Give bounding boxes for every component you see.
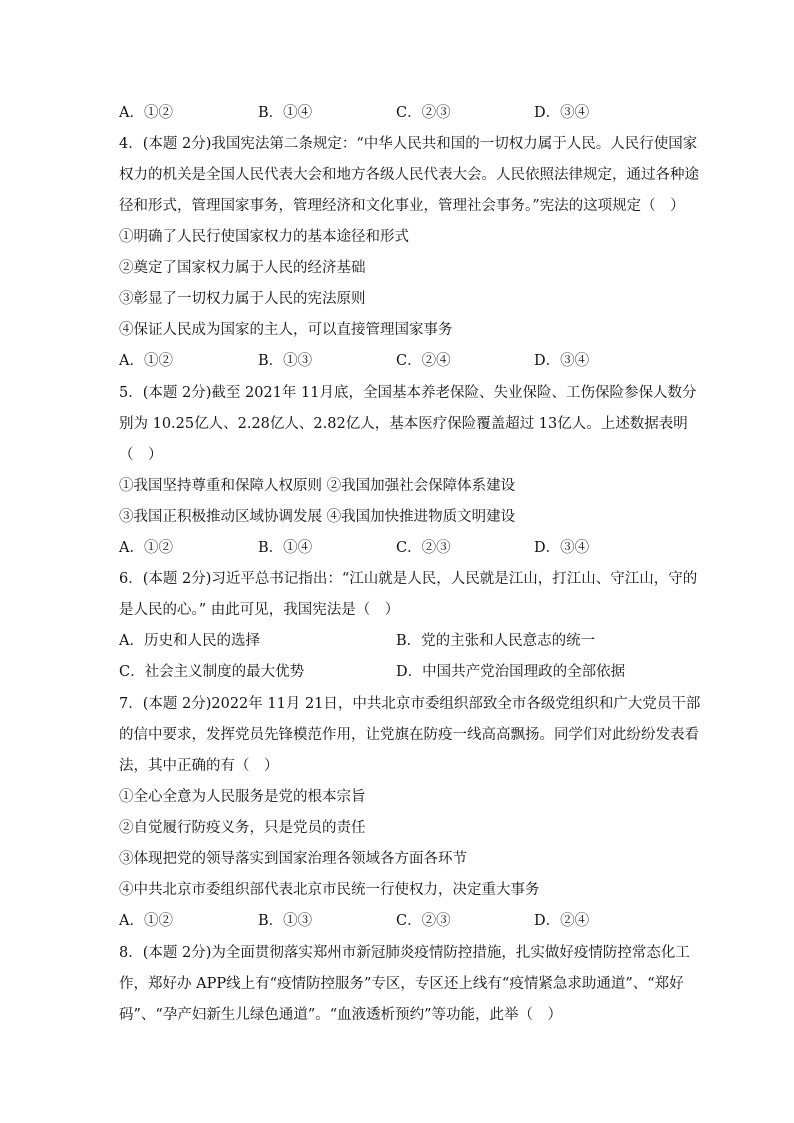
option-b[interactable]: B．①④ (258, 540, 313, 556)
question-5-stem: （ ） (119, 447, 163, 463)
question-6-stem: 6．(本题 2分)习近平总书记指出：“江山就是人民，人民就是江山，打江山、守江山，守的 (119, 571, 698, 587)
option-c[interactable]: C．②③ (396, 105, 451, 121)
option-a[interactable]: A．历史和人民的选择 (119, 633, 260, 649)
option-d[interactable]: D．②④ (534, 913, 590, 929)
q7-options (119, 911, 679, 931)
option-c[interactable]: C．②④ (396, 353, 451, 369)
question-8-stem: 8．(本题 2分)为全面贯彻落实郑州市新冠肺炎疫情防控措施，扎实做好疫情防控常态化工 (119, 945, 690, 961)
option-a[interactable]: A．①② (119, 540, 173, 556)
question-5-stem: 别为 10.25亿人、2.28亿人、2.82亿人，基本医疗保险覆盖超过 13亿人。上述数据表明 (119, 416, 688, 432)
q5-options (119, 538, 679, 558)
question-4-stem: 权力的机关是全国人民代表大会和地方各级人民代表大会。人民依照法律规定，通过各种途 (119, 167, 699, 183)
question-4-statement: ③彰显了一切权力属于人民的宪法原则 (119, 291, 366, 307)
option-b[interactable]: B．①③ (258, 913, 313, 929)
option-d[interactable]: D．③④ (534, 105, 590, 121)
option-d[interactable]: D．③④ (534, 540, 590, 556)
question-4-stem: 4．(本题 2分)我国宪法第二条规定：“中华人民共和国的一切权力属于人民。人民行使国家 (119, 136, 698, 152)
question-8-stem: 码”、“孕产妇新生儿绿色通道”。“血液透析预约”等功能，此举（ ） (119, 1007, 563, 1023)
question-7-stem: 的信中要求，发挥党员先锋模范作用，让党旗在防疫一线高高飘扬。同学们对此纷纷发表看 (119, 727, 699, 743)
q4-options (119, 351, 679, 371)
option-a[interactable]: A．①② (119, 353, 173, 369)
option-a[interactable]: A．①② (119, 105, 173, 121)
option-d[interactable]: D．③④ (534, 353, 590, 369)
question-7-stem: 7．(本题 2分)2022年 11月 21日，中共北京市委组织部致全市各级党组织和广大党员干部 (119, 696, 701, 712)
question-8-stem: 作，郑好办 APP线上有“疫情防控服务”专区，专区还上线有“疫情紧急求助通道”、“郑好 (119, 976, 684, 992)
option-c[interactable]: C．②③ (396, 540, 451, 556)
q3-options (119, 103, 679, 123)
option-c[interactable]: C．②③ (396, 913, 451, 929)
question-7-stem: 法，其中正确的有（ ） (119, 758, 279, 774)
q6-options-row-1 (119, 631, 679, 651)
question-7-statement: ③体现把党的领导落实到国家治理各领域各方面各环节 (119, 851, 467, 867)
question-7-statement: ②自觉履行防疫义务，只是党员的责任 (119, 820, 366, 836)
question-5-statement: ①我国坚持尊重和保障人权原则 ②我国加强社会保障体系建设 (119, 478, 516, 494)
question-5-stem: 5．(本题 2分)截至 2021年 11月底，全国基本养老保险、失业保险、工伤保险参保人数分 (119, 385, 697, 401)
question-4-statement: ④保证人民成为国家的主人，可以直接管理国家事务 (119, 322, 453, 338)
option-c[interactable]: C．社会主义制度的最大优势 (119, 664, 305, 680)
question-6-stem: 是人民的心。” 由此可见，我国宪法是（ ） (119, 602, 400, 618)
option-b[interactable]: B．党的主张和人民意志的统一 (396, 633, 596, 649)
question-7-statement: ①全心全意为人民服务是党的根本宗旨 (119, 789, 366, 805)
option-d[interactable]: D．中国共产党治国理政的全部依据 (396, 664, 626, 680)
question-4-statement: ①明确了人民行使国家权力的基本途径和形式 (119, 229, 409, 245)
question-5-statement: ③我国正积极推动区域协调发展 ④我国加快推进物质文明建设 (119, 509, 516, 525)
question-4-stem: 径和形式，管理国家事务，管理经济和文化事业，管理社会事务。”宪法的这项规定（ ） (119, 198, 685, 214)
question-7-statement: ④中共北京市委组织部代表北京市民统一行使权力，决定重大事务 (119, 882, 540, 898)
question-4-statement: ②奠定了国家权力属于人民的经济基础 (119, 260, 366, 276)
option-b[interactable]: B．①④ (258, 105, 313, 121)
option-b[interactable]: B．①③ (258, 353, 313, 369)
q6-options-row-2 (119, 662, 679, 682)
option-a[interactable]: A．①② (119, 913, 173, 929)
